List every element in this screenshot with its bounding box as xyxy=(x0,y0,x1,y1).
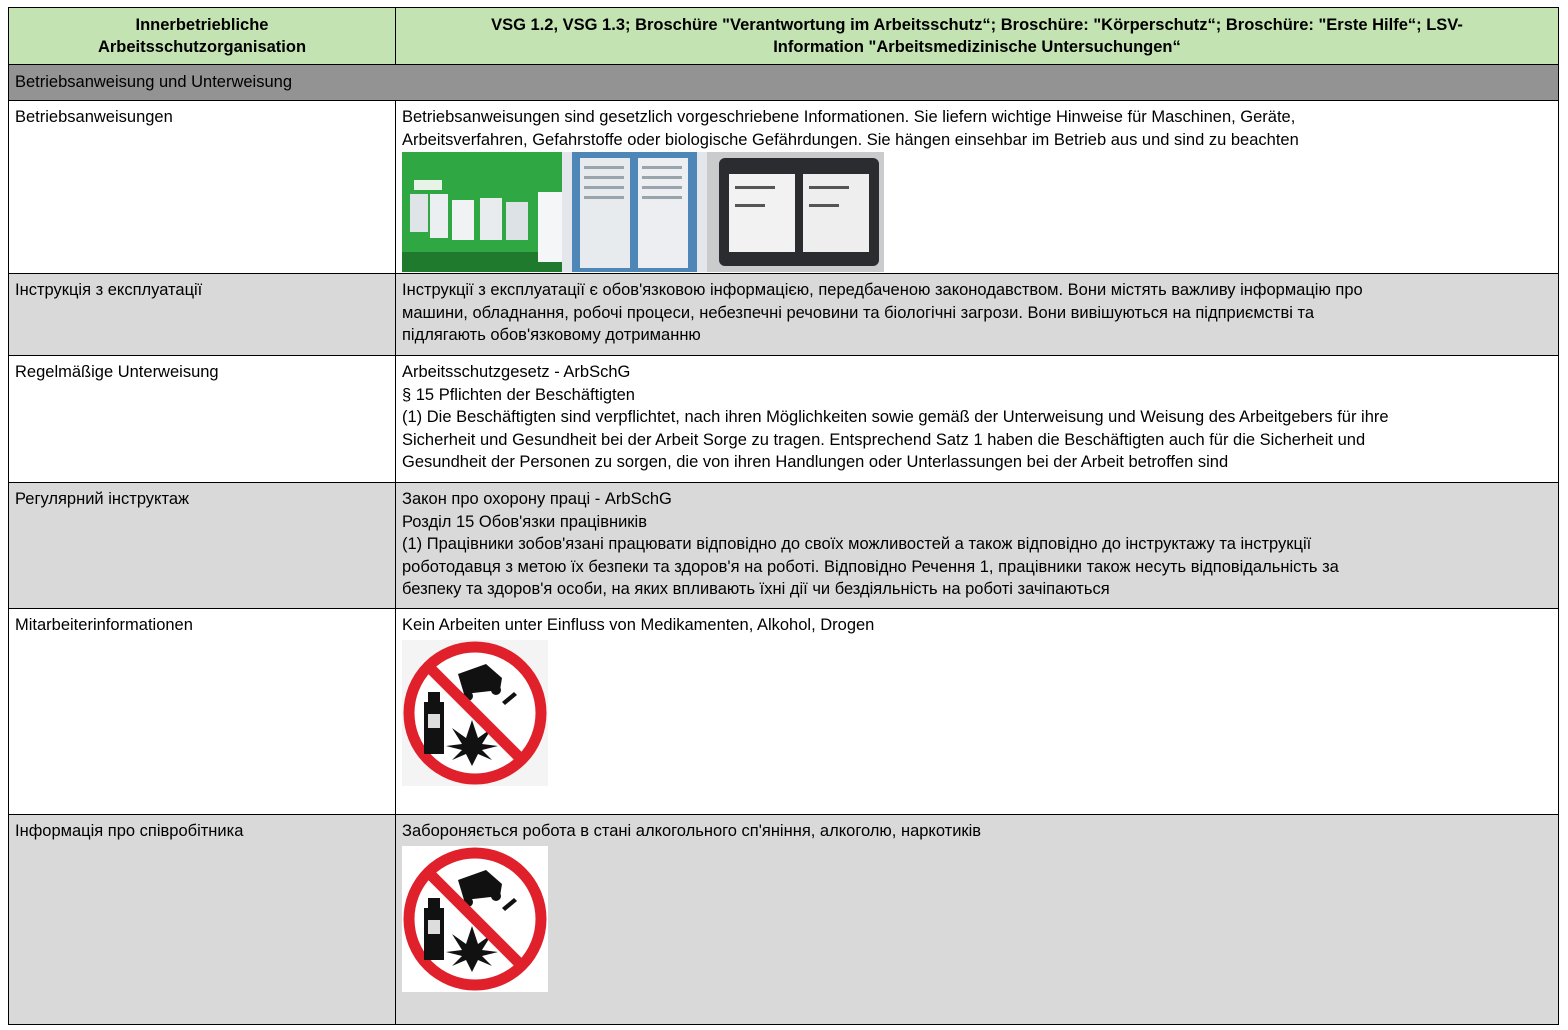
row-label: Mitarbeiterinformationen xyxy=(9,609,396,815)
row-label: Betriebsanweisungen xyxy=(9,101,396,274)
table-row xyxy=(9,101,1559,274)
table-row xyxy=(9,274,1559,356)
content-line: Закон про охорону праці - ArbSchG xyxy=(402,490,672,508)
content-line: роботодавця з метою їх безпеки та здоров'я на роботі. Відповідно Речення 1, працівники також несуть відповідальність за xyxy=(402,557,1339,576)
content-line: безпеку та здоров'я особи, на яких впливають їхні дії чи бездіяльність на роботі зачіпаються xyxy=(402,580,1110,598)
content-line: Arbeitsverfahren, Gefahrstoffe oder biologische Gefährdungen. Sie hängen einsehbar im Betrieb aus und sind zu beachten xyxy=(402,130,1299,149)
safety-table xyxy=(8,7,1559,1025)
row-label: Regelmäßige Unterweisung xyxy=(9,356,396,483)
row-label: Інструкція з експлуатації xyxy=(9,274,396,356)
notice-board-green-photo xyxy=(402,152,562,272)
header-row xyxy=(9,8,1559,65)
row-content xyxy=(396,356,1559,483)
table-row xyxy=(9,815,1559,1025)
header-col-1-line-1: Innerbetriebliche xyxy=(135,15,269,34)
table-row xyxy=(9,609,1559,815)
content-line: Sicherheit und Gesundheit bei der Arbeit Sorge zu tragen. Entsprechend Satz 1 haben die Beschäftigten auch für die Sicherheit und xyxy=(402,430,1366,449)
header-col-2-line-2: Information "Arbeitsmedizinische Untersuchungen“ xyxy=(773,38,1181,56)
notice-holder-photo xyxy=(707,152,884,272)
row-content xyxy=(396,101,1559,274)
photo-strip xyxy=(402,152,1552,272)
header-col-1-line-2: Arbeitsschutzorganisation xyxy=(97,38,307,56)
content-line: Інструкції з експлуатації є обов'язковою інформацією, передбаченою законодавством. Вони містять важливу інформацію про xyxy=(402,281,1363,299)
content-line: Gesundheit der Personen zu sorgen, die von ihren Handlungen oder Unterlassungen bei der Arbeit betroffen sind xyxy=(402,453,1229,471)
content-line: Betriebsanweisungen sind gesetzlich vorgeschriebene Informationen. Sie liefern wichtige Hinweise für Maschinen, Geräte, xyxy=(402,108,1296,126)
content-line: Розділ 15 Обов'язки працівників xyxy=(402,512,647,531)
section-title: Betriebsanweisung und Unterweisung xyxy=(9,65,1559,101)
content-line: підлягають обов'язковому дотриманню xyxy=(402,326,701,344)
row-content xyxy=(396,274,1559,356)
row-label: Регулярний інструктаж xyxy=(9,483,396,609)
content-line: (1) Die Beschäftigten sind verpflichtet, nach ihren Möglichkeiten sowie gemäß der Unterweisung und Weisung des Arbeitgebers für ihre xyxy=(402,408,1389,426)
header-col-2-line-1: VSG 1.2, VSG 1.3; Broschüre "Verantwortung im Arbeitsschutz“; Broschüre: "Körperschutz“; Broschüre: "Erste Hilfe“; LSV- xyxy=(491,15,1463,34)
row-content xyxy=(396,609,1559,815)
content-line: § 15 Pflichten der Beschäftigten xyxy=(402,385,635,404)
section-row xyxy=(9,65,1559,101)
table-row xyxy=(9,356,1559,483)
header-col-1 xyxy=(9,8,396,65)
prohibition-sign-icon xyxy=(402,640,548,786)
content-line: (1) Працівники зобов'язані працювати відповідно до своїх можливостей а також відповідно до інструктажу та інструкції xyxy=(402,535,1312,553)
row-content xyxy=(396,815,1559,1025)
content-line: Arbeitsschutzgesetz - ArbSchG xyxy=(402,363,631,381)
content-line: машини, обладнання, робочі процеси, небезпечні речовини та біологічні загрози. Вони вивішуються на підприємстві та xyxy=(402,303,1315,322)
content-line: Забороняється робота в стані алкогольного сп'яніння, алкоголю, наркотиків xyxy=(402,822,982,840)
row-label: Інформація про співробітника xyxy=(9,815,396,1025)
table-row xyxy=(9,483,1559,609)
row-content xyxy=(396,483,1559,609)
prohibition-sign-icon xyxy=(402,846,548,992)
notice-board-blue-photo xyxy=(562,152,707,272)
header-col-2 xyxy=(396,8,1559,65)
content-line: Kein Arbeiten unter Einfluss von Medikamenten, Alkohol, Drogen xyxy=(402,616,875,634)
